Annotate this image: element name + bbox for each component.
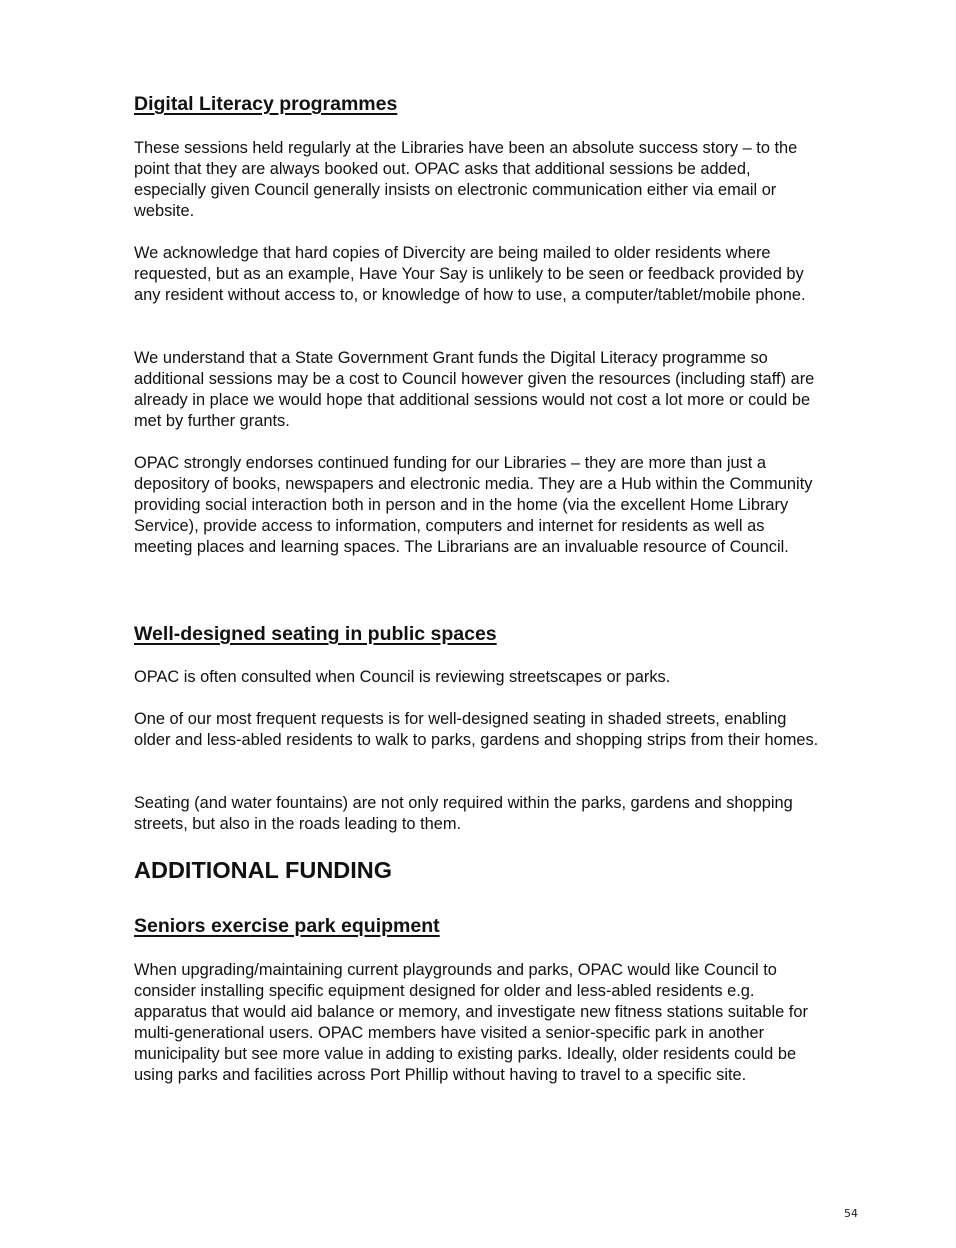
- paragraph-seating-3: Seating (and water fountains) are not only required within the parks, gardens and shopping streets, but also in the roads leading to them.: [134, 794, 793, 833]
- paragraph-seating-2: One of our most frequent requests is for well-designed seating in shaded streets, enabling older and less-abled residents to walk to parks, gardens and shopping strips from their homes.: [134, 710, 819, 749]
- page-number: 54: [844, 1207, 858, 1220]
- heading-seating: Well-designed seating in public spaces: [134, 623, 497, 645]
- paragraph-exercise-equipment-1: When upgrading/maintaining current playgrounds and parks, OPAC would like Council to consider installing specific equipment designed for older and less-abled residents e.g. apparatus that would aid balance or memory, and investigate new fitness stations suitable for multi-generational users. OPAC members have visited a senior-specific park in another municipality but see more value in adding to existing parks. Ideally, older residents could be using parks and facilities across Port Phillip without having to travel to a specific site.: [134, 961, 808, 1084]
- paragraph-digital-literacy-1: These sessions held regularly at the Libraries have been an absolute success story – to the point that they are always booked out. OPAC asks that additional sessions be added, especially given Council generally insists on electronic communication either via email or website.: [134, 139, 798, 220]
- paragraph-digital-literacy-3: We understand that a State Government Grant funds the Digital Literacy programme so additional sessions may be a cost to Council however given the resources (including staff) are already in place we would hope that additional sessions would not cost a lot more or could be met by further grants.: [134, 349, 815, 430]
- heading-additional-funding: ADDITIONAL FUNDING: [134, 857, 393, 883]
- paragraph-seating-1: OPAC is often consulted when Council is reviewing streetscapes or parks.: [134, 668, 671, 686]
- heading-digital-literacy: Digital Literacy programmes: [134, 93, 398, 115]
- heading-exercise-equipment: Seniors exercise park equipment: [134, 915, 440, 937]
- paragraph-digital-literacy-2: We acknowledge that hard copies of Divercity are being mailed to older residents where requested, but as an example, Have Your Say is unlikely to be seen or feedback provided by any resident without access to, or knowledge of how to use, a computer/tablet/mobile phone.: [134, 244, 806, 304]
- paragraph-digital-literacy-4: OPAC strongly endorses continued funding for our Libraries – they are more than just a depository of books, newspapers and electronic media. They are a Hub within the Community providing social interaction both in person and in the home (via the excellent Home Library Service), provide access to information, computers and internet for residents as well as meeting places and learning spaces. The Librarians are an invaluable resource of Council.: [134, 454, 813, 556]
